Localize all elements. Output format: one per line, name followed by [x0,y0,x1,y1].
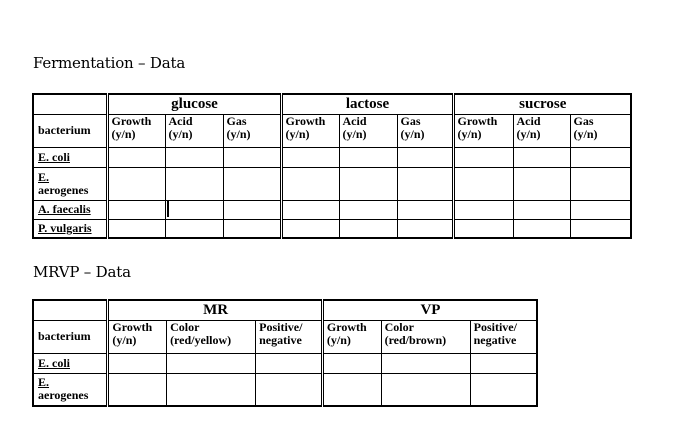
data-cell[interactable] [256,373,323,406]
data-cell[interactable] [223,219,281,238]
column-header-line: Acid [516,114,541,128]
group-header-mr: MR [108,300,323,320]
data-cell[interactable] [167,373,256,406]
row-label [33,167,107,200]
data-cell[interactable] [107,167,165,200]
data-cell[interactable] [570,200,631,219]
column-header [281,114,339,147]
data-cell[interactable] [107,219,165,238]
data-cell[interactable] [223,147,281,167]
data-cell[interactable] [165,219,223,238]
data-cell[interactable] [381,353,470,373]
row-label [33,147,107,167]
data-cell[interactable] [397,167,453,200]
column-header-line: Growth [111,114,152,128]
column-header-unit: negative [473,332,517,347]
column-header [256,320,323,353]
column-header-unit: (y/n) [516,126,541,141]
column-header-line: Gas [226,114,247,128]
data-cell[interactable] [108,353,167,373]
row-label-text: E. [38,169,50,184]
data-cell[interactable] [339,167,397,200]
column-header-unit: (y/n) [226,126,251,141]
data-cell[interactable] [165,167,223,200]
column-header-unit: (y/n) [168,126,193,141]
column-header-line: Color [170,320,200,334]
data-cell[interactable] [107,147,165,167]
data-cell[interactable] [453,147,513,167]
column-header [107,114,165,147]
row-label-text: aerogenes [38,182,89,197]
data-cell[interactable] [339,147,397,167]
column-header [339,114,397,147]
data-cell[interactable] [107,200,165,219]
data-cell[interactable] [281,200,339,219]
column-header [513,114,570,147]
data-cell[interactable] [397,200,453,219]
data-cell[interactable] [165,147,223,167]
data-cell[interactable] [453,200,513,219]
mrvp-heading: MRVP – Data [33,263,131,281]
column-header [470,320,537,353]
column-header-unit: (red/brown) [384,332,447,347]
column-header [397,114,453,147]
data-cell[interactable] [322,353,381,373]
data-cell[interactable] [513,200,570,219]
data-cell[interactable] [165,200,223,219]
row-label [33,200,107,219]
data-cell[interactable] [108,373,167,406]
data-cell[interactable] [453,167,513,200]
row-label-text: E. coli [38,355,70,370]
column-header [453,114,513,147]
row-label [33,353,108,373]
column-header-line: Acid [168,114,193,128]
cell-divider-mark [167,201,221,217]
bacterium-header: bacterium [33,114,107,147]
data-cell[interactable] [470,353,537,373]
column-header-unit: (y/n) [573,126,598,141]
column-header-line: Growth [326,320,367,334]
data-cell[interactable] [339,219,397,238]
column-header-line: Growth [285,114,326,128]
column-header-line: Acid [342,114,367,128]
data-cell[interactable] [223,167,281,200]
group-header-glucose: glucose [107,94,281,114]
row-label-text: E. [38,375,50,390]
column-header [381,320,470,353]
column-header-unit: (y/n) [342,126,367,141]
group-header-lactose: lactose [281,94,453,114]
column-header-line: Positive/ [259,320,303,334]
data-cell[interactable] [570,219,631,238]
corner-cell [33,300,108,320]
column-header-unit: negative [259,332,302,347]
data-cell[interactable] [381,373,470,406]
table-row [33,373,537,406]
data-cell[interactable] [397,219,453,238]
column-header-line: Color [384,320,414,334]
column-header-unit: (y/n) [285,126,310,141]
data-cell[interactable] [281,167,339,200]
column-header [165,114,223,147]
column-header-line: Growth [112,320,153,334]
column-header-line: Gas [573,114,594,128]
data-cell[interactable] [513,147,570,167]
row-label [33,219,107,238]
data-cell[interactable] [281,147,339,167]
row-label-text: aerogenes [38,388,89,403]
table-row [33,219,631,238]
column-header-unit: (red/yellow) [170,332,232,347]
column-header-unit: (y/n) [112,332,137,347]
row-label-text: A. faecalis [38,202,91,216]
column-header [570,114,631,147]
column-header-unit: (y/n) [400,126,425,141]
bacterium-header: bacterium [33,320,108,353]
data-cell[interactable] [513,167,570,200]
table-row [33,147,631,167]
group-header-vp: VP [322,300,537,320]
corner-cell [33,94,107,114]
data-cell[interactable] [513,219,570,238]
column-header-line: Growth [457,114,498,128]
fermentation-table [32,93,632,239]
row-label-text: P. vulgaris [38,220,92,235]
data-cell[interactable] [167,353,256,373]
data-cell[interactable] [570,167,631,200]
column-header [223,114,281,147]
data-cell[interactable] [570,147,631,167]
data-cell[interactable] [322,373,381,406]
data-cell[interactable] [397,147,453,167]
column-header-unit: (y/n) [326,332,351,347]
data-cell[interactable] [470,373,537,406]
table-row [33,200,631,219]
fermentation-heading: Fermentation – Data [33,54,186,72]
column-header [322,320,381,353]
row-label [33,373,108,406]
row-label-text: E. coli [38,149,70,164]
data-cell[interactable] [256,353,323,373]
data-cell[interactable] [339,200,397,219]
column-header-unit: (y/n) [457,126,482,141]
table-row [33,353,537,373]
column-header-line: Gas [400,114,421,128]
column-header [108,320,167,353]
mrvp-table [32,299,538,407]
data-cell[interactable] [453,219,513,238]
table-row [33,167,631,200]
column-header-unit: (y/n) [111,126,136,141]
data-cell[interactable] [223,200,281,219]
column-header-line: Positive/ [473,320,517,334]
data-cell[interactable] [281,219,339,238]
group-header-sucrose: sucrose [453,94,631,114]
column-header [167,320,256,353]
